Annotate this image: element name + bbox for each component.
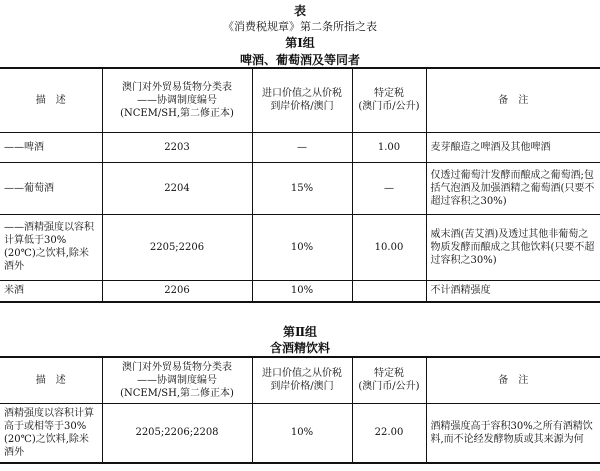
col-code: 澳门对外贸易货物分类表 ——协调制度编号 (NCEM/SH,第二修正本) — [102, 357, 252, 403]
row-tax: 22.00 — [352, 403, 426, 463]
row-tax — [352, 280, 426, 302]
page-title: 表 — [293, 4, 306, 18]
col-notes: 备 注 — [426, 68, 600, 132]
group1-header-row — [0, 68, 600, 132]
row-code: 2205;2206 — [102, 214, 252, 280]
col-notes: 备 注 — [426, 357, 600, 403]
row-description: ——啤酒 — [0, 132, 102, 162]
group2-name: 含酒精饮料 — [269, 341, 330, 355]
group1-name: 啤酒、葡萄酒及等同者 — [239, 53, 360, 67]
page-subtitle: 《消费税规章》第二条所指之表 — [223, 20, 377, 33]
row-description: ——葡萄酒 — [0, 162, 102, 214]
row-note: 仅透过葡萄汁发酵而酿成之葡萄酒;包括气泡酒及加强酒精之葡萄酒(只要不超过容积之30%) — [426, 162, 600, 214]
row-code: 2206 — [102, 280, 252, 302]
group2-table — [0, 356, 600, 464]
row-rate: 10% — [252, 280, 352, 302]
row-code: 2205;2206;2208 — [102, 403, 252, 463]
row-rate: — — [252, 132, 352, 162]
col-description: 描 述 — [0, 68, 102, 132]
table-row — [0, 132, 600, 162]
row-tax: — — [352, 162, 426, 214]
row-description: ——酒精强度以容积计算低于30%(20℃)之饮料,除米酒外 — [0, 214, 102, 280]
col-ad-valorem: 进口价值之从价税 到岸价格/澳门 — [252, 68, 352, 132]
row-tax: 10.00 — [352, 214, 426, 280]
group1-label: 第Ⅰ组 — [285, 36, 315, 50]
row-rate: 15% — [252, 162, 352, 214]
group2-header-row — [0, 357, 600, 403]
row-code: 2203 — [102, 132, 252, 162]
col-ad-valorem: 进口价值之从价税 到岸价格/澳门 — [252, 357, 352, 403]
row-code: 2204 — [102, 162, 252, 214]
col-code: 澳门对外贸易货物分类表 ——协调制度编号 (NCEM/SH,第二修正本) — [102, 68, 252, 132]
table-row — [0, 162, 600, 214]
table-row — [0, 214, 600, 280]
row-note: 酒精强度高于容积30%之所有酒精饮料,而不论经发酵物质或其来源为何 — [426, 403, 600, 463]
row-description: 米酒 — [0, 280, 102, 302]
col-specific-tax: 特定税 (澳门币/公升) — [352, 68, 426, 132]
row-description: 酒精强度以容积计算高于或相等于30%(20℃)之饮料,除米酒外 — [0, 403, 102, 463]
group1-table — [0, 67, 600, 303]
row-note: 威末酒(苦艾酒)及透过其他非葡萄之物质发酵而酿成之其他饮料(只要不超过容积之30%) — [426, 214, 600, 280]
col-specific-tax: 特定税 (澳门币/公升) — [352, 357, 426, 403]
row-rate: 10% — [252, 214, 352, 280]
row-note: 麦芽酿造之啤酒及其他啤酒 — [426, 132, 600, 162]
row-note: 不计酒精强度 — [426, 280, 600, 302]
table-row — [0, 403, 600, 463]
group2-label: 第Ⅱ组 — [282, 325, 318, 339]
table-row — [0, 280, 600, 302]
row-rate: 10% — [252, 403, 352, 463]
col-description: 描 述 — [0, 357, 102, 403]
row-tax: 1.00 — [352, 132, 426, 162]
